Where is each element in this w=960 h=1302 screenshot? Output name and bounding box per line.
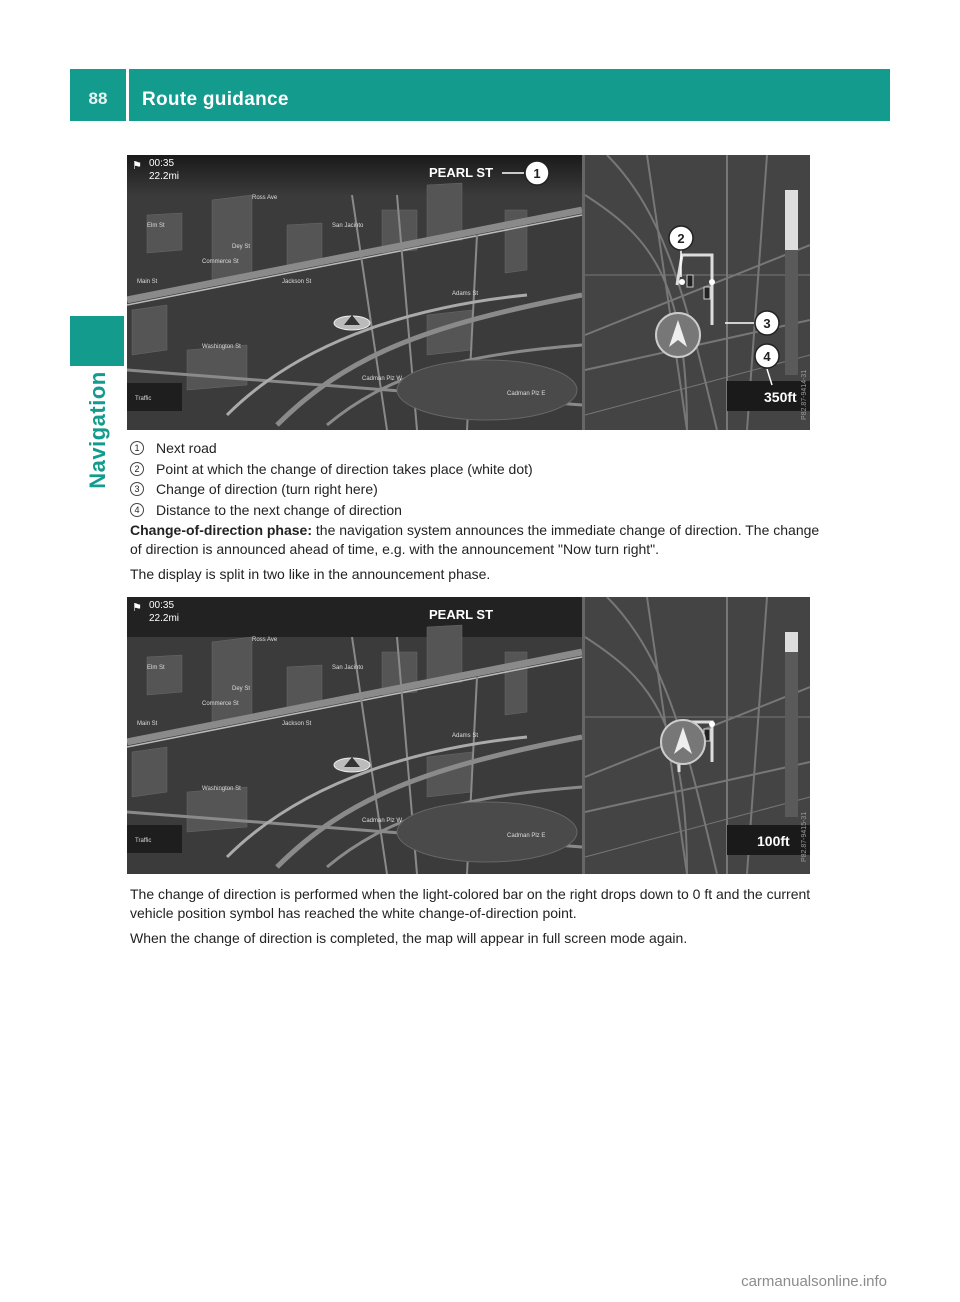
figure-code: P82.87-9414-31	[801, 369, 808, 420]
paragraph-change-completed: When the change of direction is completed, the map will appear in full screen mode again.	[130, 930, 688, 946]
eta-time: 00:35	[149, 158, 175, 169]
callout-1	[525, 161, 549, 185]
svg-text:Washington St: Washington St	[202, 786, 241, 792]
next-street-name: PEARL ST	[429, 607, 494, 622]
svg-text:Cadman Plz E: Cadman Plz E	[507, 391, 546, 397]
change-point-dot	[679, 279, 685, 285]
split-divider	[582, 597, 585, 874]
legend-item: 1 Next road	[130, 438, 820, 459]
navigation-screenshot-announcement	[127, 155, 810, 430]
change-point-dot	[709, 721, 715, 727]
navigation-screenshot-change-phase	[127, 597, 810, 874]
paragraph-display-split: The display is split in two like in the announcement phase.	[130, 566, 491, 582]
svg-text:San Jacinto: San Jacinto	[332, 223, 364, 229]
svg-text:Jackson St: Jackson St	[282, 279, 312, 285]
traffic-label: Traffic	[135, 396, 152, 402]
distance-readout: 350ft	[764, 389, 797, 405]
page-number: 88	[88, 89, 108, 108]
callout-3	[755, 311, 779, 335]
svg-text:2: 2	[677, 231, 685, 246]
eta-time: 00:35	[149, 600, 175, 611]
svg-text:Commerce St: Commerce St	[202, 701, 239, 707]
watermark: carmanualsonline.info	[741, 1273, 887, 1290]
svg-text:Elm St: Elm St	[147, 665, 165, 671]
svg-text:Main St: Main St	[137, 721, 158, 727]
svg-text:Cadman Plz E: Cadman Plz E	[507, 833, 546, 839]
flag-icon: ⚑	[132, 602, 142, 614]
svg-text:Jackson St: Jackson St	[282, 721, 312, 727]
distance-bar	[785, 190, 798, 250]
legend-item: 2 Point at which the change of direction takes place (white dot)	[130, 459, 820, 480]
svg-text:Commerce St: Commerce St	[202, 259, 239, 265]
legend-item: 3 Change of direction (turn right here)	[130, 479, 820, 500]
svg-text:Dey St: Dey St	[232, 686, 251, 692]
svg-text:Washington St: Washington St	[202, 344, 241, 350]
traffic-label: Traffic	[135, 838, 152, 844]
svg-text:Elm St: Elm St	[147, 223, 165, 229]
distance-bar	[785, 632, 798, 652]
svg-text:3: 3	[763, 316, 771, 331]
svg-text:Adams St: Adams St	[452, 733, 479, 739]
svg-text:Cadman Plz W: Cadman Plz W	[362, 376, 403, 382]
svg-text:Cadman Plz W: Cadman Plz W	[362, 818, 403, 824]
split-divider	[582, 155, 585, 430]
page-header	[70, 69, 890, 121]
callout-legend	[130, 438, 820, 520]
header-divider	[126, 69, 129, 121]
section-title: Route guidance	[142, 89, 289, 110]
figure-code: P82.87-9415-31	[801, 811, 808, 862]
svg-text:Ross Ave: Ross Ave	[252, 637, 278, 643]
side-tab-marker	[70, 316, 124, 366]
svg-text:Adams St: Adams St	[452, 291, 479, 297]
callout-2	[669, 226, 693, 250]
legend-item: 4 Distance to the next change of direction	[130, 500, 820, 521]
distance-readout: 100ft	[757, 833, 790, 849]
flag-icon: ⚑	[132, 160, 142, 172]
svg-text:Ross Ave: Ross Ave	[252, 195, 278, 201]
eta-distance: 22.2mi	[149, 171, 180, 182]
svg-text:San Jacinto: San Jacinto	[332, 665, 364, 671]
svg-text:Dey St: Dey St	[232, 244, 251, 250]
paragraph-change-phase: Change-of-direction phase: the navigation system announces the immediate change of direction. The change of direction is announced ahead of time, e.g. with the announcement "Now turn right".	[130, 522, 820, 557]
side-tab-label: Navigation	[85, 371, 110, 489]
svg-text:1: 1	[533, 166, 541, 181]
svg-text:4: 4	[763, 349, 771, 364]
svg-text:Main St: Main St	[137, 279, 158, 285]
eta-distance: 22.2mi	[149, 613, 180, 624]
callout-4	[755, 344, 779, 368]
paragraph-change-performed: The change of direction is performed when the light-colored bar on the right drops down to 0 ft and the current vehicle position symbol has reached the white change-of-direction point.	[130, 886, 811, 921]
next-street-name: PEARL ST	[429, 165, 494, 180]
